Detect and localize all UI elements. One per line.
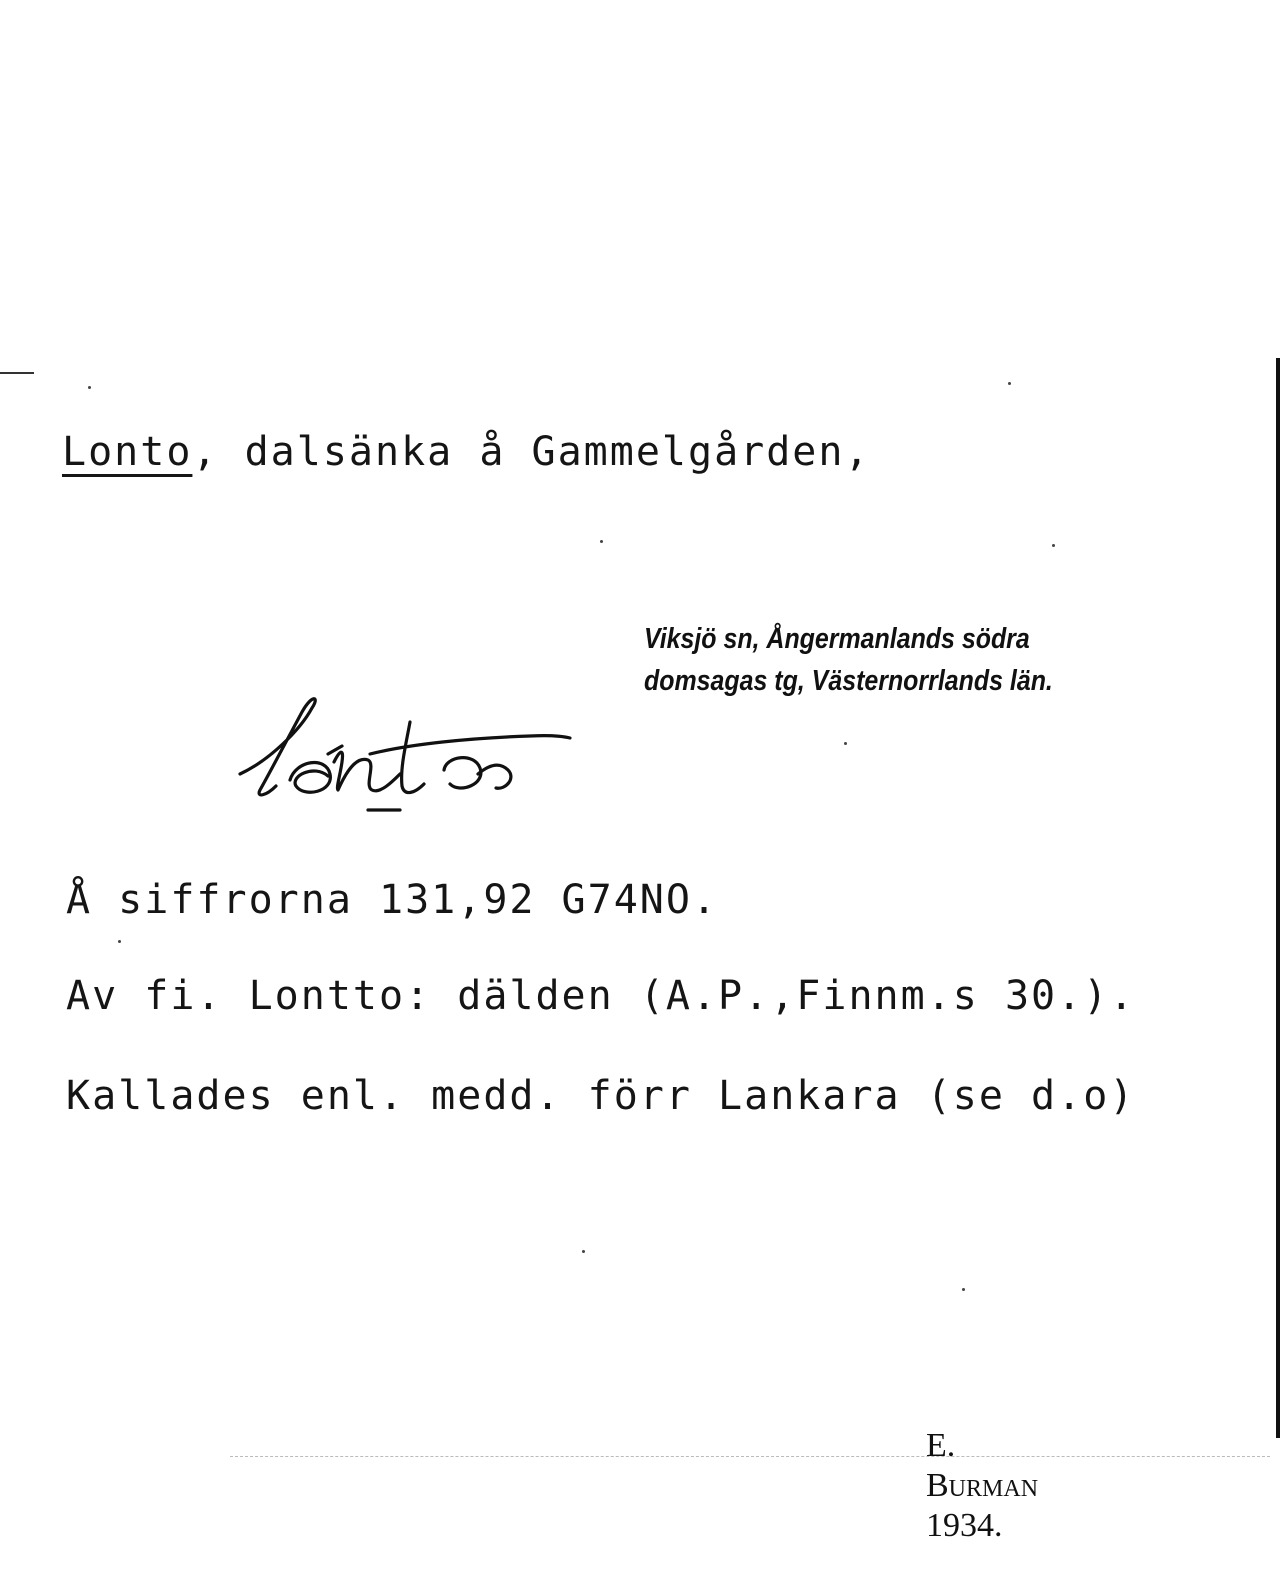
map-reference: Å siffrorna 131,92 G74NO. [66,877,719,923]
paper-speck [1008,382,1011,385]
headword-line [62,428,871,476]
paper-speck [962,1288,965,1291]
etymology-line: Av fi. Lontto: dälden (A.P.,Finnm.s 30.). [66,973,1136,1019]
card-bottom-edge [230,1456,1270,1457]
headword-definition: , dalsänka å Gammelgården, [192,429,871,475]
handwritten-form [230,690,580,820]
margin-mark [0,372,34,374]
headword: Lonto [62,429,193,475]
author-initial: E. [926,1427,956,1464]
card-edge-line [1276,358,1280,1438]
paper-speck [844,742,847,745]
location-line-1: Viksjö sn, Ångermanlands södra [644,623,1030,655]
signature-year: 1934. [926,1507,1003,1544]
paper-speck [600,540,603,543]
paper-speck [88,386,91,389]
author-signature [892,1386,1038,1586]
note-line: Kallades enl. medd. förr Lankara (se d.o) [66,1073,1136,1119]
author-surname: Burman [926,1467,1039,1504]
location-line-2: domsagas tg, Västernorrlands län. [644,665,1053,697]
paper-speck [118,940,121,943]
paper-speck [1052,544,1055,547]
paper-speck [582,1250,585,1253]
